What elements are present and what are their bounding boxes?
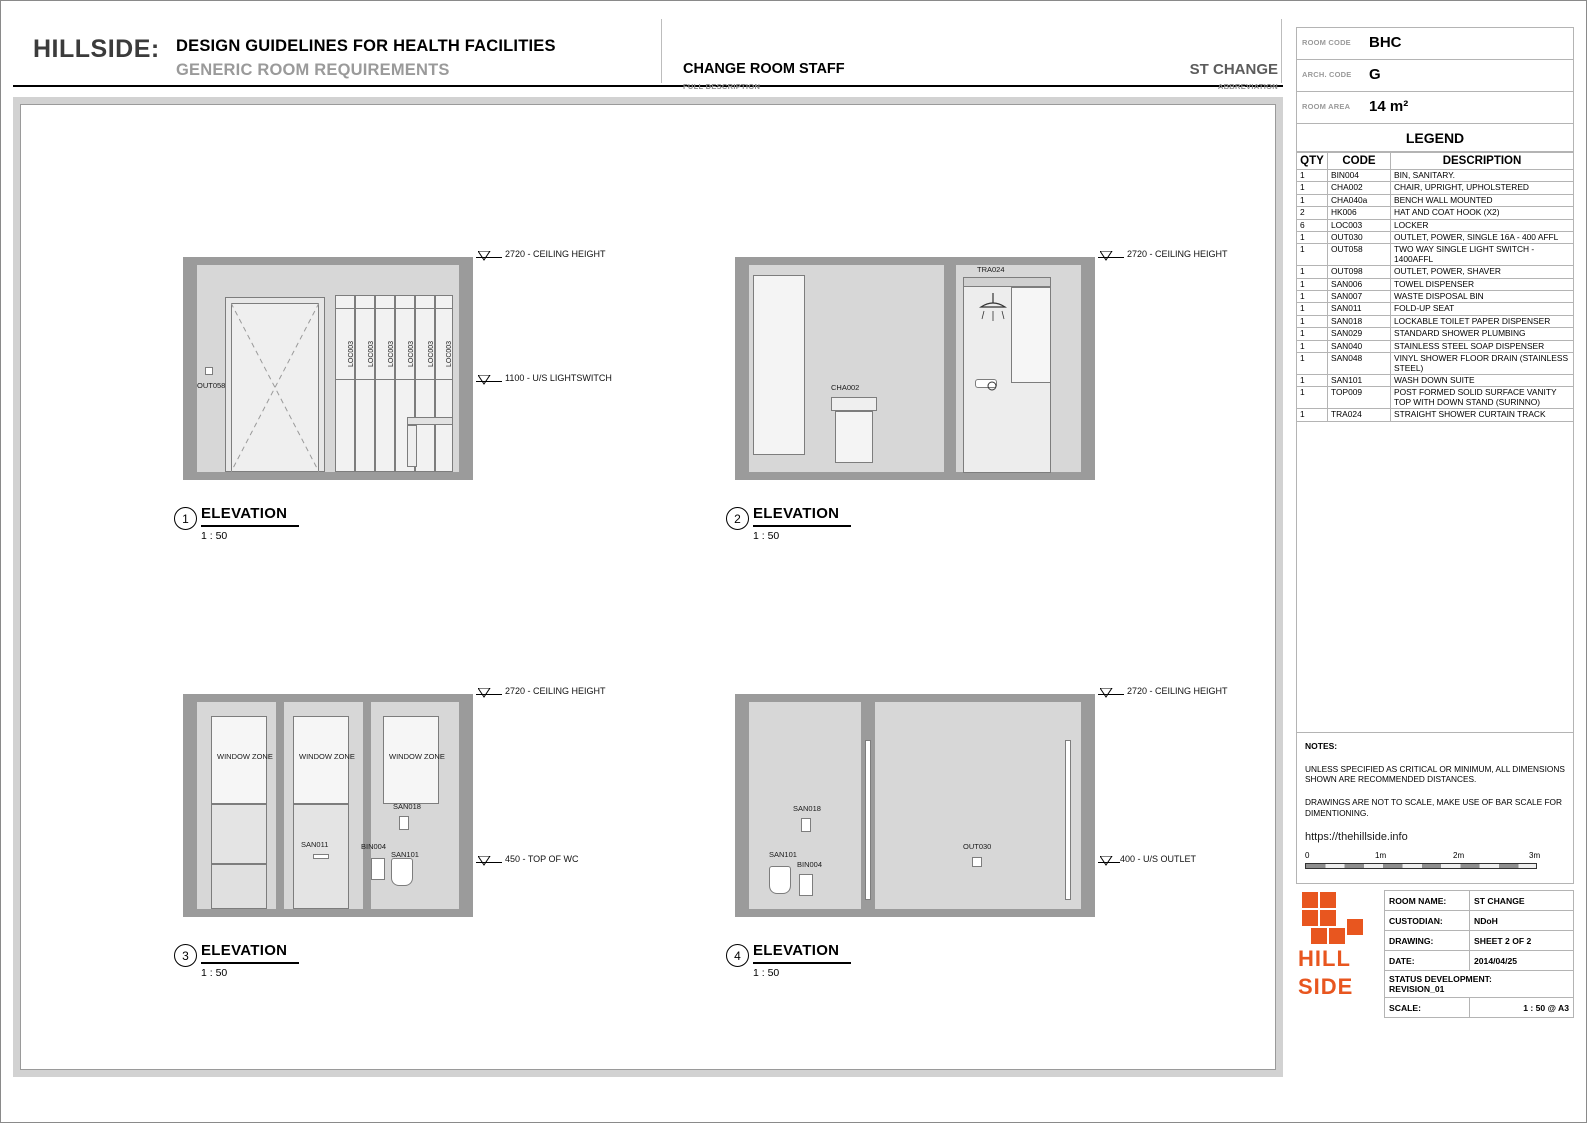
legend-code: TOP009 xyxy=(1328,387,1391,409)
legend-qty: 1 xyxy=(1297,194,1328,206)
title-bar-right xyxy=(668,13,1288,91)
legend-row xyxy=(1297,353,1574,375)
legend-description: LOCKABLE TOILET PAPER DISPENSER xyxy=(1391,315,1574,327)
legend-qty: 1 xyxy=(1297,315,1328,327)
legend-code: CHA002 xyxy=(1328,182,1391,194)
tag-loc003-6: LOC003 xyxy=(446,340,453,367)
legend-code: OUT098 xyxy=(1328,266,1391,278)
tag-san018-e3: SAN018 xyxy=(393,802,421,811)
drawing-frame xyxy=(13,97,1283,1077)
level-lightswitch-1: 1100 - U/S LIGHTSWITCH xyxy=(505,373,612,383)
legend-row xyxy=(1297,170,1574,182)
legend-description: BIN, SANITARY. xyxy=(1391,170,1574,182)
legend-description: STAINLESS STEEL SOAP DISPENSER xyxy=(1391,340,1574,352)
tag-loc003-4: LOC003 xyxy=(408,340,415,367)
legend-row xyxy=(1297,182,1574,194)
legend-code: LOC003 xyxy=(1328,219,1391,231)
hillside-logo xyxy=(1296,890,1382,1012)
title-block-row xyxy=(1385,911,1574,931)
legend-qty: 1 xyxy=(1297,170,1328,182)
legend-code: SAN048 xyxy=(1328,353,1391,375)
elevation-2-number: 2 xyxy=(726,507,749,530)
elevation-1-title: ELEVATION xyxy=(201,505,288,522)
tag-tra024: TRA024 xyxy=(977,265,1005,274)
legend-description: FOLD-UP SEAT xyxy=(1391,303,1574,315)
bar-scale-graphic xyxy=(1305,863,1537,869)
legend-code: CHA040a xyxy=(1328,194,1391,206)
tag-loc003-2: LOC003 xyxy=(368,340,375,367)
arch-code-label: ARCH. CODE xyxy=(1302,70,1352,79)
legend-description: WASTE DISPOSAL BIN xyxy=(1391,291,1574,303)
legend-blank-area xyxy=(1296,422,1574,733)
bar-scale-tick-3: 3m xyxy=(1529,851,1541,861)
legend-title: LEGEND xyxy=(1296,124,1574,152)
legend-qty: 2 xyxy=(1297,207,1328,219)
title-block-value: ST CHANGE xyxy=(1470,891,1574,911)
elevation-4-number: 4 xyxy=(726,944,749,967)
legend-row xyxy=(1297,315,1574,327)
shower-head-icon xyxy=(973,293,1013,327)
legend-qty: 1 xyxy=(1297,182,1328,194)
title-block-key: DRAWING: xyxy=(1385,931,1470,951)
elevation-1-number: 1 xyxy=(174,507,197,530)
logo-text-top: HILL xyxy=(1298,946,1351,972)
bar-scale xyxy=(1305,851,1565,873)
legend-code: BIN004 xyxy=(1328,170,1391,182)
legend-qty: 1 xyxy=(1297,353,1328,375)
legend-qty: 1 xyxy=(1297,278,1328,290)
legend-header-description: DESCRIPTION xyxy=(1391,153,1574,170)
elevation-4-scale: 1 : 50 xyxy=(753,967,780,979)
legend-qty: 1 xyxy=(1297,266,1328,278)
elevation-4 xyxy=(734,686,1235,979)
legend-description: LOCKER xyxy=(1391,219,1574,231)
right-panel xyxy=(1296,27,1574,1097)
tag-loc003-3: LOC003 xyxy=(388,340,395,367)
legend-qty: 1 xyxy=(1297,291,1328,303)
legend-row xyxy=(1297,207,1574,219)
title-bar xyxy=(13,13,1283,91)
legend-row xyxy=(1297,374,1574,386)
elevation-2-drawing xyxy=(735,257,1095,480)
legend-code: SAN101 xyxy=(1328,374,1391,386)
tag-cha002: CHA002 xyxy=(831,383,860,392)
legend-qty: 1 xyxy=(1297,244,1328,266)
room-code-row xyxy=(1296,27,1574,60)
legend-row xyxy=(1297,387,1574,409)
legend-description: CHAIR, UPRIGHT, UPHOLSTERED xyxy=(1391,182,1574,194)
elevation-3-drawing xyxy=(183,694,473,917)
elevation-3 xyxy=(182,686,643,979)
notes-paragraph-2: DRAWINGS ARE NOT TO SCALE, MAKE USE OF BAR SCALE FOR DIMENTIONING. xyxy=(1305,797,1562,819)
elevation-3-title: ELEVATION xyxy=(201,942,288,959)
legend-qty: 6 xyxy=(1297,219,1328,231)
title-bar-left xyxy=(13,13,653,83)
legend-description: OUTLET, POWER, SHAVER xyxy=(1391,266,1574,278)
title-block-value: SHEET 2 OF 2 xyxy=(1470,931,1574,951)
scale-value: 1 : 50 @ A3 xyxy=(1470,998,1574,1018)
arch-code-row xyxy=(1296,60,1574,92)
room-abbreviation: ST CHANGE xyxy=(1189,61,1278,78)
door-swing-lines xyxy=(231,303,319,472)
legend-row xyxy=(1297,291,1574,303)
room-abbreviation-caption: ABBREVIATION xyxy=(1217,82,1278,91)
legend-row xyxy=(1297,340,1574,352)
logo-text-bottom: SIDE xyxy=(1298,974,1354,1000)
title-block-value: NDoH xyxy=(1470,911,1574,931)
legend-code: OUT058 xyxy=(1328,244,1391,266)
document-subtitle: GENERIC ROOM REQUIREMENTS xyxy=(176,61,450,79)
title-block-status-row xyxy=(1385,971,1574,998)
legend-description: STRAIGHT SHOWER CURTAIN TRACK xyxy=(1391,409,1574,421)
bar-scale-tick-1: 1m xyxy=(1375,851,1387,861)
elevation-2 xyxy=(734,249,1235,542)
tag-san011: SAN011 xyxy=(301,840,329,849)
tag-san101-e3: SAN101 xyxy=(391,850,419,859)
legend-qty: 1 xyxy=(1297,303,1328,315)
title-block-row xyxy=(1385,891,1574,911)
notes-block xyxy=(1296,733,1574,885)
legend-description: POST FORMED SOLID SURFACE VANITY TOP WITH DOWN STAND (SURINNO) xyxy=(1391,387,1574,409)
window-zone-3: WINDOW ZONE xyxy=(389,752,445,761)
tag-bin004-e4: BIN004 xyxy=(797,860,823,869)
level-ceiling-3: 2720 - CEILING HEIGHT xyxy=(505,686,606,696)
legend-row xyxy=(1297,266,1574,278)
tag-loc003-5: LOC003 xyxy=(428,340,435,367)
divider-left xyxy=(661,19,662,83)
bar-scale-tick-0: 0 xyxy=(1305,851,1310,861)
legend-description: VINYL SHOWER FLOOR DRAIN (STAINLESS STEEL) xyxy=(1391,353,1574,375)
legend-description: BENCH WALL MOUNTED xyxy=(1391,194,1574,206)
room-full-description-caption: FULL DESCRIPTION xyxy=(683,82,761,91)
room-code-label: ROOM CODE xyxy=(1302,38,1351,47)
legend-description: TWO WAY SINGLE LIGHT SWITCH - 1400AFFL xyxy=(1391,244,1574,266)
legend-code: HK006 xyxy=(1328,207,1391,219)
elevation-2-scale: 1 : 50 xyxy=(753,530,780,542)
legend-code: TRA024 xyxy=(1328,409,1391,421)
legend-qty: 1 xyxy=(1297,374,1328,386)
tag-loc003-1: LOC003 xyxy=(348,340,355,367)
legend-row xyxy=(1297,219,1574,231)
legend-description: OUTLET, POWER, SINGLE 16A - 400 AFFL xyxy=(1391,232,1574,244)
status-label: STATUS DEVELOPMENT: xyxy=(1389,974,1492,985)
legend-header-row xyxy=(1297,153,1574,170)
legend-description: HAT AND COAT HOOK (X2) xyxy=(1391,207,1574,219)
legend-header-code: CODE xyxy=(1328,153,1391,170)
legend-description: WASH DOWN SUITE xyxy=(1391,374,1574,386)
legend-code: SAN006 xyxy=(1328,278,1391,290)
room-area-label: ROOM AREA xyxy=(1302,102,1351,111)
elevation-1-drawing xyxy=(183,257,473,480)
title-block-row xyxy=(1385,931,1574,951)
title-block-table xyxy=(1384,890,1574,1018)
legend-code: SAN018 xyxy=(1328,315,1391,327)
elevation-4-title: ELEVATION xyxy=(753,942,840,959)
legend-row xyxy=(1297,194,1574,206)
window-zone-2: WINDOW ZONE xyxy=(299,752,355,761)
legend-row xyxy=(1297,244,1574,266)
legend-header-qty: QTY xyxy=(1297,153,1328,170)
bar-scale-tick-2: 2m xyxy=(1453,851,1465,861)
legend-row xyxy=(1297,278,1574,290)
legend-qty: 1 xyxy=(1297,409,1328,421)
tag-san018-e4: SAN018 xyxy=(793,804,821,813)
title-block-key: ROOM NAME: xyxy=(1385,891,1470,911)
elevation-2-title: ELEVATION xyxy=(753,505,840,522)
level-top-of-wc: 450 - TOP OF WC xyxy=(505,854,579,864)
level-ceiling-4: 2720 - CEILING HEIGHT xyxy=(1127,686,1228,696)
legend-qty: 1 xyxy=(1297,232,1328,244)
level-ceiling-1: 2720 - CEILING HEIGHT xyxy=(505,249,606,259)
title-block-row xyxy=(1385,951,1574,971)
tag-out058: OUT058 xyxy=(197,381,226,390)
status-value: REVISION_01 xyxy=(1389,984,1445,995)
tag-out030: OUT030 xyxy=(963,842,992,851)
brand-name: HILLSIDE: xyxy=(33,35,160,63)
legend-code: SAN040 xyxy=(1328,340,1391,352)
legend-code: SAN029 xyxy=(1328,328,1391,340)
elevation-3-number: 3 xyxy=(174,944,197,967)
title-block-scale-row xyxy=(1385,998,1574,1018)
status-cell xyxy=(1385,971,1574,998)
document-title: DESIGN GUIDELINES FOR HEALTH FACILITIES xyxy=(176,37,556,55)
legend-code: SAN011 xyxy=(1328,303,1391,315)
legend-row xyxy=(1297,303,1574,315)
legend-table xyxy=(1296,152,1574,422)
elevation-1-scale: 1 : 50 xyxy=(201,530,228,542)
tag-san101-e4: SAN101 xyxy=(769,850,797,859)
elevation-1 xyxy=(182,249,643,542)
title-block-key: CUSTODIAN: xyxy=(1385,911,1470,931)
room-area-row xyxy=(1296,92,1574,124)
legend-description: STANDARD SHOWER PLUMBING xyxy=(1391,328,1574,340)
scale-key: SCALE: xyxy=(1385,998,1470,1018)
legend-description: TOWEL DISPENSER xyxy=(1391,278,1574,290)
legend-code: SAN007 xyxy=(1328,291,1391,303)
legend-code: OUT030 xyxy=(1328,232,1391,244)
tag-bin004-e3: BIN004 xyxy=(361,842,387,851)
legend-qty: 1 xyxy=(1297,340,1328,352)
notes-heading: NOTES: xyxy=(1305,740,1338,751)
legend-qty: 1 xyxy=(1297,387,1328,409)
title-block-key: DATE: xyxy=(1385,951,1470,971)
legend-row xyxy=(1297,328,1574,340)
level-us-outlet: 400 - U/S OUTLET xyxy=(1120,854,1197,864)
level-ceiling-2: 2720 - CEILING HEIGHT xyxy=(1127,249,1228,259)
room-full-description: CHANGE ROOM STAFF xyxy=(683,61,845,77)
notes-paragraph-1: UNLESS SPECIFIED AS CRITICAL OR MINIMUM, ALL DIMENSIONS SHOWN ARE RECOMMENDED DISTANCES. xyxy=(1305,763,1565,785)
title-block-value: 2014/04/25 xyxy=(1470,951,1574,971)
website-link[interactable]: https://thehillside.info xyxy=(1305,831,1408,844)
room-area-value: 14 m² xyxy=(1369,98,1409,115)
elevation-3-scale: 1 : 50 xyxy=(201,967,228,979)
arch-code-value: G xyxy=(1369,66,1381,83)
window-zone-1: WINDOW ZONE xyxy=(217,752,273,761)
elevation-4-drawing xyxy=(735,694,1095,917)
legend-row xyxy=(1297,232,1574,244)
title-block xyxy=(1296,890,1574,1018)
legend-qty: 1 xyxy=(1297,328,1328,340)
legend-row xyxy=(1297,409,1574,421)
room-code-value: BHC xyxy=(1369,34,1402,51)
